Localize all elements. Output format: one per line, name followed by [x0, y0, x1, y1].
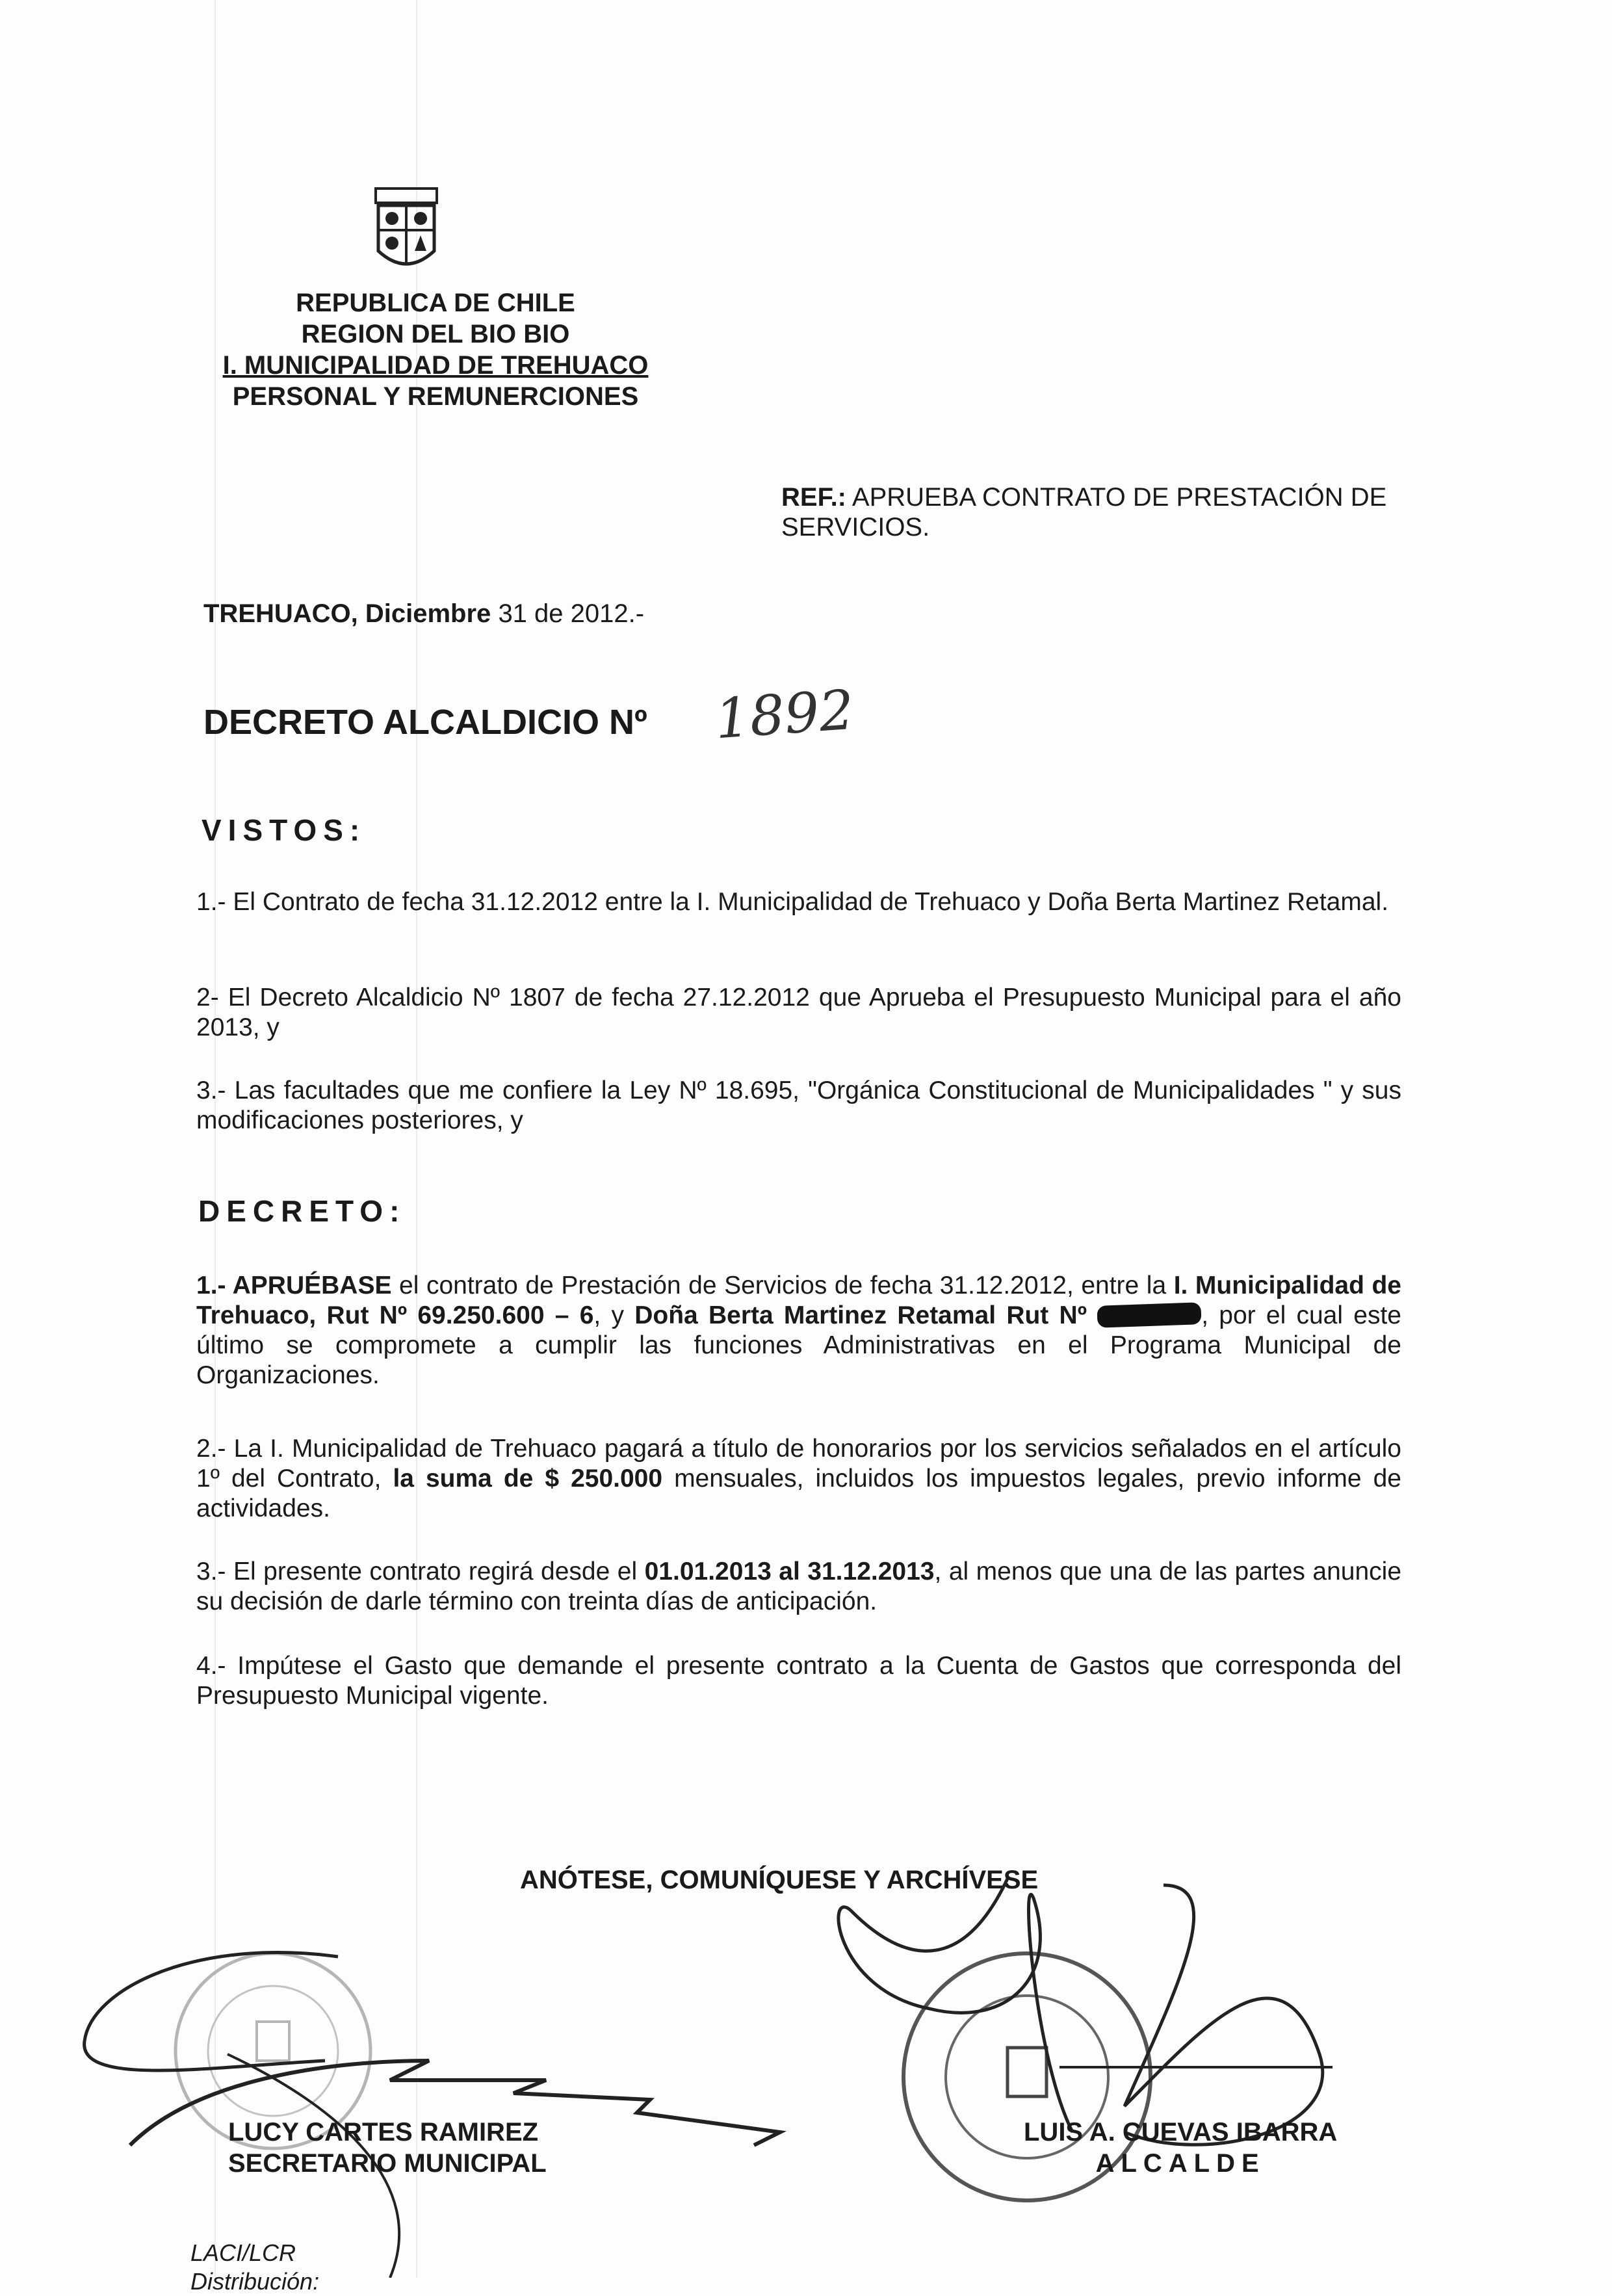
contractor-rut-label: Doña Berta Martinez Retamal Rut Nº: [634, 1301, 1087, 1329]
decreto-item-4: 4.- Impútese el Gasto que demande el presente contrato a la Cuenta de Gastos que corresponda del Presupuesto Municipal vigente.: [196, 1652, 1401, 1710]
ref-label: REF.:: [781, 483, 846, 512]
text: mensuales, incluidos los impuestos legales, previo informe de actividades.: [196, 1465, 1402, 1522]
municipality-rut: I. Municipalidad de Trehuaco, Rut Nº 69.250.600 – 6: [196, 1272, 1401, 1329]
secretary-signature-block: [228, 2117, 547, 2179]
amount: la suma de $ 250.000: [393, 1465, 663, 1493]
mayor-signature: [812, 1859, 1398, 2249]
mayor-title: ALCALDE: [1095, 2149, 1266, 2178]
decreto-heading: DECRETO:: [198, 1194, 406, 1228]
approval-keyword: 1.- APRUÉBASE: [196, 1272, 392, 1299]
decree-title: DECRETO ALCALDICIO Nº: [203, 703, 647, 742]
header-line: I. MUNICIPALIDAD DE TREHUACO: [222, 351, 649, 380]
coat-of-arms-icon: [370, 186, 442, 277]
date-value: 31 de 2012.-: [498, 599, 645, 628]
text: , por el cual este último se compromete a cumplir las funciones Administrativas en el Programa Municipal de Organizaciones.: [196, 1301, 1401, 1389]
closing-formula: ANÓTESE, COMUNÍQUESE Y ARCHÍVESE: [520, 1866, 1039, 1894]
vistos-item: 2- El Decreto Alcaldicio Nº 1807 de fecha 27.12.2012 que Aprueba el Presupuesto Municipal para el año 2013, y: [196, 984, 1401, 1041]
date-line: [203, 599, 644, 629]
vistos-heading: VISTOS:: [202, 813, 367, 847]
date-place: TREHUACO, Diciembre: [203, 599, 491, 628]
text: , y: [593, 1301, 635, 1329]
header-line: REPUBLICA DE CHILE: [296, 289, 575, 317]
distribution-label: Distribución:: [190, 2268, 320, 2295]
vistos-item: 3.- Las facultades que me confiere la Ley Nº 18.695, "Orgánica Constitucional de Municipalidades " y sus modificaciones posteriores, y: [196, 1076, 1401, 1134]
decreto-item-3: [196, 1557, 1401, 1617]
ref-text: APRUEBA CONTRATO DE PRESTACIÓN DE SERVICIOS.: [781, 483, 1387, 541]
footer: [190, 2239, 319, 2296]
header-line: PERSONAL Y REMUNERCIONES: [232, 382, 639, 411]
decree-number-handwritten: 1892: [712, 677, 856, 751]
decreto-item-2: [196, 1434, 1401, 1524]
initials: LACI/LCR: [190, 2239, 296, 2266]
text: , al menos que una de las partes anuncie su decisión de darle término con treinta días de anticipación.: [196, 1558, 1402, 1615]
header-line: REGION DEL BIO BIO: [301, 320, 570, 348]
vistos-item: 1.- El Contrato de fecha 31.12.2012 entre la I. Municipalidad de Trehuaco y Doña Berta Martinez Retamal.: [196, 888, 1389, 916]
secretary-signature: [65, 1937, 845, 2278]
mayor-signature-block: [1024, 2117, 1337, 2179]
text: 2.- La I. Municipalidad de Trehuaco pagará a título de honorarios por los servicios señalados en el artículo 1º del Contrato,: [196, 1435, 1401, 1493]
text: el contrato de Prestación de Servicios de fecha 31.12.2012, entre la: [391, 1272, 1174, 1299]
text: 3.- El presente contrato regirá desde el: [196, 1558, 645, 1585]
secretary-name: LUCY CARTES RAMIREZ: [228, 2118, 539, 2146]
decreto-item-1: [196, 1271, 1401, 1390]
redacted-rut: [1097, 1302, 1202, 1328]
reference: [781, 482, 1405, 542]
secretary-title: SECRETARIO MUNICIPAL: [228, 2149, 547, 2178]
period: 01.01.2013 al 31.12.2013: [644, 1558, 935, 1585]
mayor-name: LUIS A. CUEVAS IBARRA: [1024, 2118, 1338, 2146]
